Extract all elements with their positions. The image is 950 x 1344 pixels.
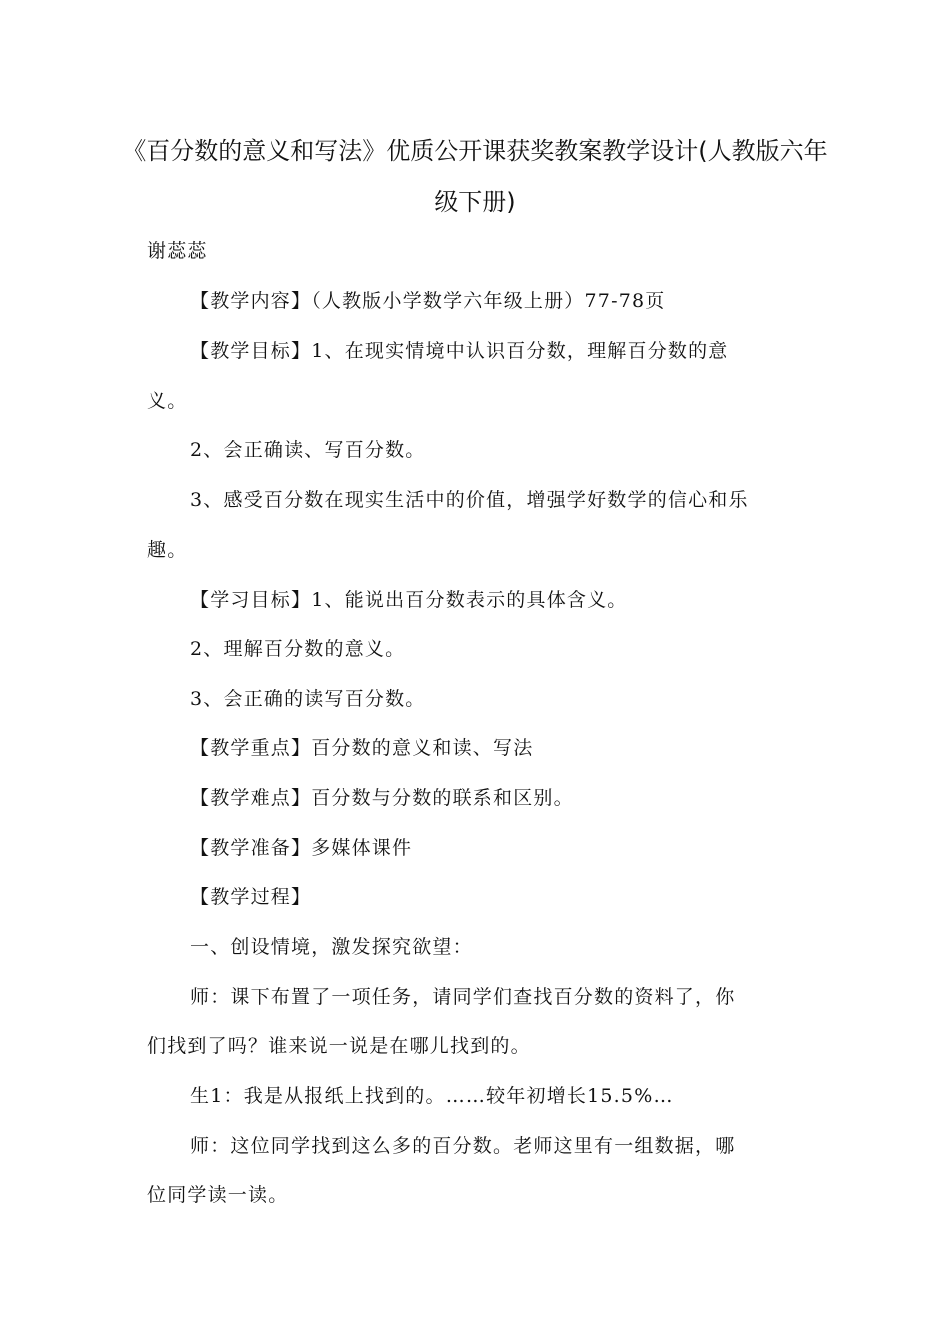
paragraph-line: 【学习目标】1、能说出百分数表示的具体含义。 [190, 589, 628, 611]
paragraph-line: 生1：我是从报纸上找到的。……较年初增长15.5%… [190, 1085, 674, 1107]
paragraph-line: 【教学重点】百分数的意义和读、写法 [190, 737, 534, 759]
paragraph-line: 【教学目标】1、在现实情境中认识百分数，理解百分数的意 [190, 340, 729, 362]
paragraph-line: 位同学读一读。 [147, 1184, 289, 1206]
paragraph-line: 师：课下布置了一项任务，请同学们查找百分数的资料了，你 [190, 986, 736, 1008]
author-name: 谢蕊蕊 [147, 240, 208, 262]
paragraph-line: 2、会正确读、写百分数。 [190, 439, 426, 461]
document-title-line-1: 《百分数的意义和写法》优质公开课获奖教案教学设计(人教版六年 [122, 137, 828, 165]
paragraph-line: 师：这位同学找到这么多的百分数。老师这里有一组数据，哪 [190, 1135, 736, 1157]
paragraph-line: 【教学难点】百分数与分数的联系和区别。 [190, 787, 574, 809]
paragraph-line: 义。 [147, 390, 188, 412]
paragraph-line: 3、感受百分数在现实生活中的价值，增强学好数学的信心和乐 [190, 489, 749, 511]
paragraph-line: 们找到了吗？谁来说一说是在哪儿找到的。 [147, 1035, 531, 1057]
paragraph-line: 【教学准备】多媒体课件 [190, 837, 413, 859]
document-title-line-2: 级下册) [434, 188, 516, 216]
paragraph-line: 2、理解百分数的意义。 [190, 638, 406, 660]
paragraph-line: 一、创设情境，激发探究欲望： [190, 936, 473, 958]
paragraph-line: 【教学内容】（人教版小学数学六年级上册）77-78页 [190, 290, 666, 312]
paragraph-line: 3、会正确的读写百分数。 [190, 688, 426, 710]
paragraph-line: 趣。 [147, 539, 188, 561]
paragraph-line: 【教学过程】 [190, 886, 312, 908]
